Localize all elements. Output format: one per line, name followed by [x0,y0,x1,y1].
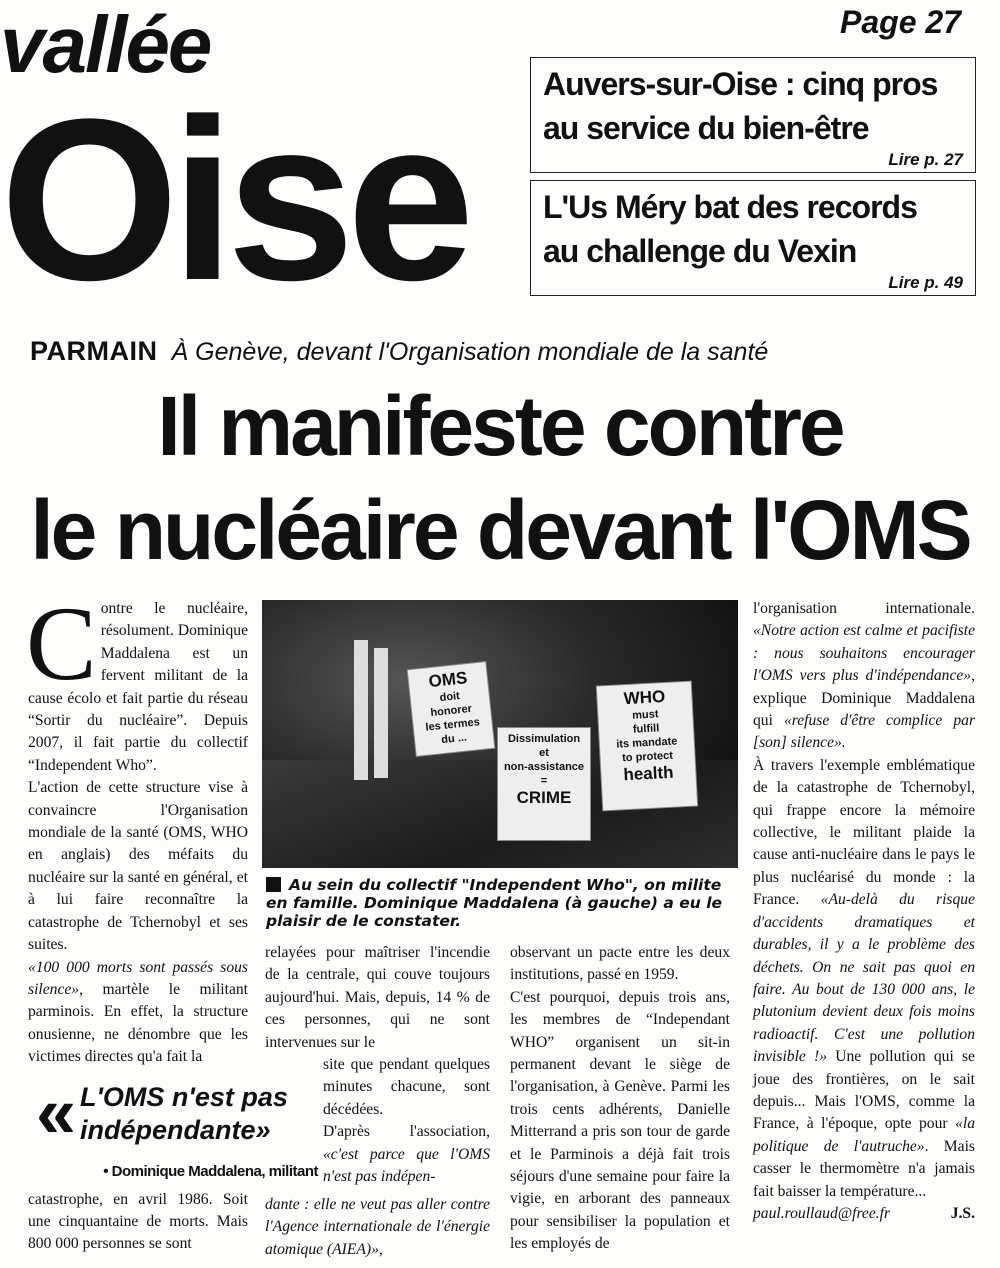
body-text: , [378,1240,383,1258]
author-email[interactable]: paul.roullaud@free.fr [753,1204,891,1222]
paragraph [28,957,248,1069]
sign-text-line: non-assistance [503,761,585,773]
column-3 [510,942,730,1256]
masthead-vallee: vallée [0,0,211,89]
protest-sign-oms [408,662,495,756]
pull-quote-gap [265,1054,323,1194]
body-text: catastrophe, en avril 1986. Soit une cinquantaine de morts. Mais 800 000 personnes se sont [28,1190,248,1253]
paragraph [753,598,975,755]
body-text: l'organisation internationale. [753,600,975,617]
pull-quote-line: L'OMS n'est pas [80,1081,288,1112]
body-text: ontre le nucléaire, résolument. Dominique Maddalena est un fervent militant de la cause écolo et fait partie du réseau “Sortir du nucléaire”. Depuis 2007, il fait partie du collectif “Independent Who”. [28,600,248,774]
body-text: site que pendant quelques minutes chacune, sont décédées. [323,1056,490,1118]
author-signature: J.S. [950,1204,975,1222]
quote-text: «la politique de l'autruche» [753,1115,975,1155]
kicker-subtitle: À Genève, devant l'Organisation mondiale de la santé [171,338,769,366]
column-4 [753,598,975,1225]
teaser-box-auvers[interactable] [530,57,976,173]
photo-placard [374,648,388,778]
sign-text-line: doit [439,690,461,705]
teaser-title-line: L'Us Méry bat des records [543,189,917,225]
paragraph [265,1194,490,1261]
quote-text: «Au-delà du risque d'accidents dramatiques et durables, il y a le problème des déchets. On ne sait pas quoi en faire. Au bout de 130 000 ans, le plutonium devient deux fois moins radioactif. C'est une pollution invisible !» [753,891,975,1066]
sign-text-line: fulfill [632,722,660,736]
sign-text-line: health [622,762,674,785]
quote-text: «refuse d'être complice par [son] silence». [753,712,976,752]
sign-text-line: = [540,775,548,787]
body-text: observant un pacte entre les deux institutions, passé en 1959. [510,944,730,984]
photo-placard [354,640,368,780]
quote-text: «100 000 morts sont passés sous silence» [28,958,248,998]
teasers [530,57,976,296]
paragraph [510,942,730,987]
sign-text-line: les termes [424,716,481,734]
pull-quote-text [80,1081,288,1147]
quote-text: «c'est parce que l'OMS n'est pas indépen- [323,1145,490,1186]
teaser-title-line: Auvers-sur-Oise : cinq pros [543,66,938,102]
sign-text-line: must [631,708,659,722]
teaser-link[interactable]: Lire p. 49 [888,273,963,292]
paragraph [28,1189,248,1256]
drop-cap: C [26,585,97,702]
paragraph [753,755,975,1203]
page-number: Page 27 [840,4,961,40]
quote-mark-icon: « [36,1072,77,1153]
body-text: relayées pour maîtriser l'incendie de la centrale, qui couve toujours aujourd'hui. Mais, depuis, 14 % de ces personnes, qui ne sont intervenues sur le [265,944,490,1051]
teaser-link[interactable]: Lire p. 27 [888,150,963,169]
sign-text-line: CRIME [516,788,572,807]
sign-text-line: honorer [429,702,473,720]
headline-line: le nucléaire devant l'OMS [30,483,970,577]
protest-sign-who [597,682,697,811]
pull-quote-attribution: • Dominique Maddalena, militant [103,1162,318,1180]
headline [0,374,1000,582]
paragraph [28,777,248,956]
article-photo [262,600,738,868]
column-1 [26,585,318,1256]
body-text: . Mais casser le thermomètre n'a jamais fait baisser la température... [753,1137,975,1200]
caption-square-icon [266,877,281,892]
teaser-title-line: au challenge du Vexin [543,233,857,269]
body-text: , martèle le militant parminois. En effet, la structure onusienne, ne dénombre que les victimes directes qu'a fait la [28,980,248,1066]
sign-text-line: WHO [623,686,666,709]
sign-text-line: Dissimulation [507,733,581,745]
caption-text: Au sein du collectif "Independent Who", on milite en famille. Dominique Maddalena (à gauche) a eu le plaisir de le constater. [266,876,723,930]
kicker-location: PARMAIN [30,336,158,366]
teaser-box-mery[interactable] [530,180,976,296]
body-text: Une pollution qui se joue des frontières, on le sait depuis... Mais l'OMS, comme la France, à l'époque, opte pour [753,1048,975,1133]
body-text: D'après l'association, [323,1123,490,1141]
kicker [30,336,768,367]
column-2 [265,942,490,1261]
sign-text-line: its mandate [615,735,678,751]
body-text: C'est pourquoi, depuis trois ans, les membres de “Independant WHO” organisent un sit-in permanent devant le siège de l'organisation, à Genève. Parmi les trois cents adhérents, Danielle Mitterrand a pris son tour de garde et le Parminois a déjà fait trois séjours d'une semaine pour faire la vigie, en arborant des panneaux pour sensibiliser la population et les employés de [510,988,730,1253]
quote-text: dante : elle ne veut pas aller contre l'Agence internationale de l'énergie atomique (AIEA)» [265,1196,490,1258]
body-text: L'action de cette structure vise à convaincre l'Organisation mondiale de la santé (OMS, WHO en anglais) des méfaits du nucléaire sur la santé en général, et à lui faire reconnaître la catastrophe de Tchernobyl et ses suites. [28,779,248,954]
sign-text-line: to protect [621,749,674,765]
protest-sign-crime [498,728,590,840]
paragraph [510,987,730,1256]
sign-text-line: du ... [440,731,468,747]
paragraph [265,942,490,1054]
pull-quote-line: indépendante» [80,1114,271,1145]
body-text: , explique Dominique Maddalena qui [753,667,975,730]
quote-text: «Notre action est calme et pacifiste : nous souhaitons encourager l'OMS vers plus d'indépendance» [753,622,975,685]
sign-text-line: et [539,747,549,759]
headline-line: Il manifeste contre [157,379,843,473]
masthead-oise: Oise [0,71,467,328]
teaser-title-line: au service du bien-être [543,110,869,146]
body-text: À travers l'exemple emblématique de la catastrophe de Tchernobyl, qui frappe encore la mémoire collective, le militant plaide la cause anti-nucléaire dans le pays le plus nucléarisé du monde : la France. [753,756,975,909]
sign-text-line: OMS [427,668,469,692]
photo-caption [266,876,736,930]
